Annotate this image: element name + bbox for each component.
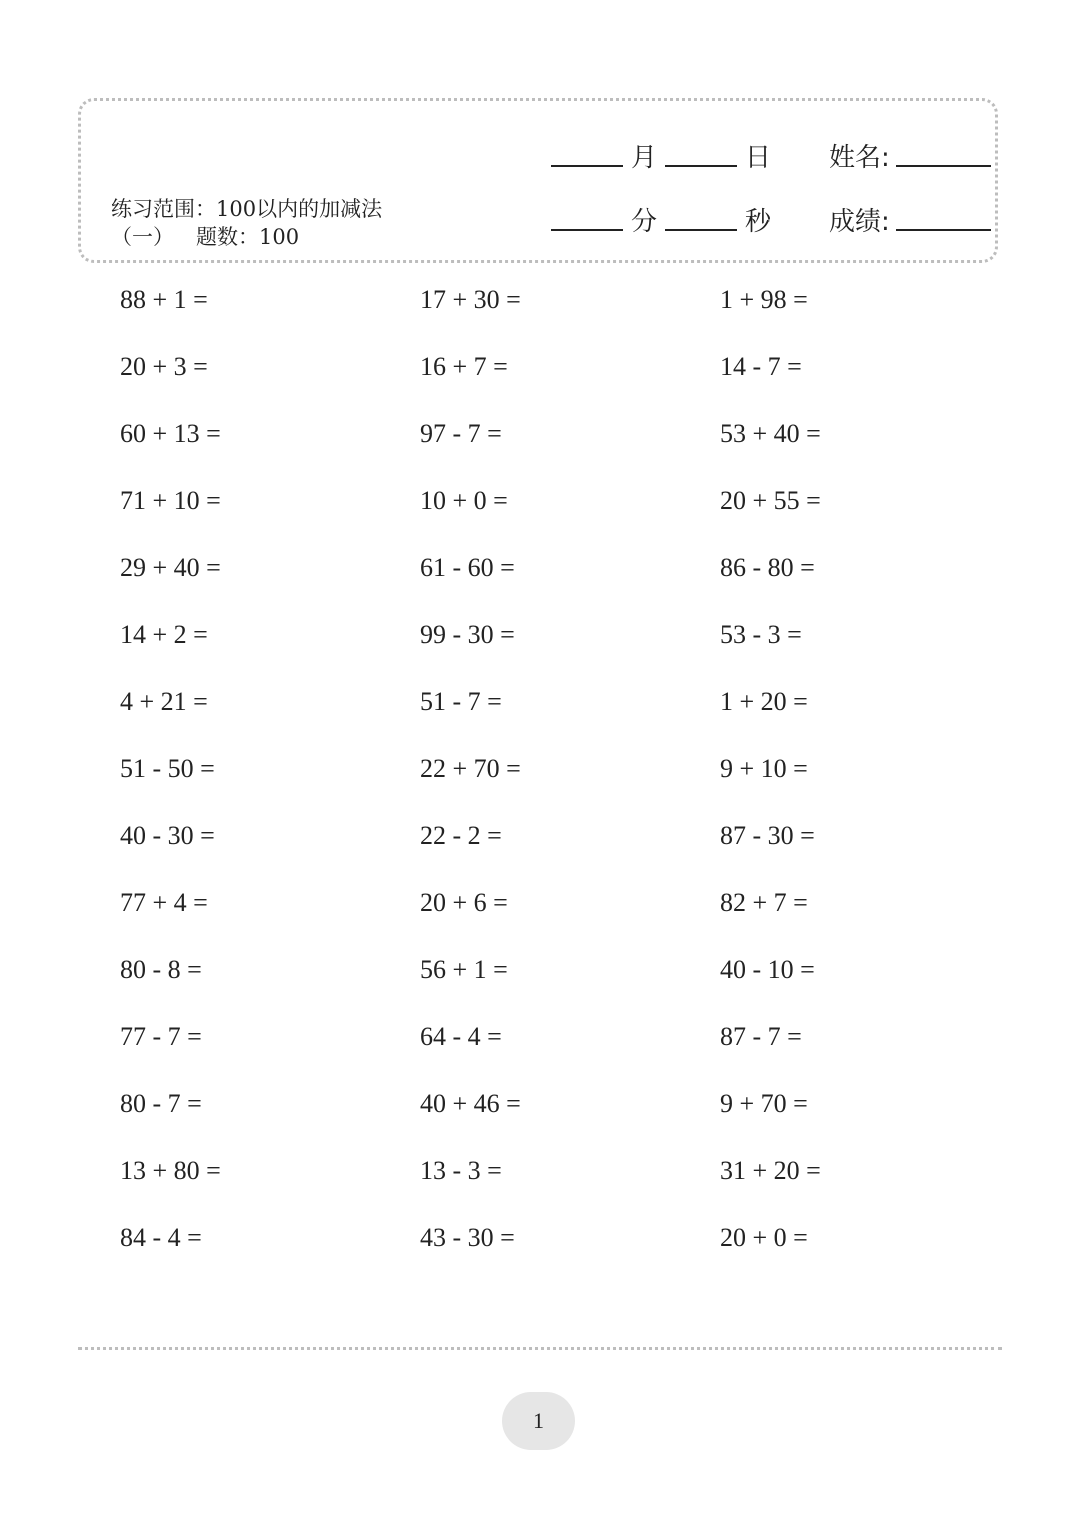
problem-row [120,952,1020,1019]
problem-row [120,1019,1020,1086]
math-problem: 77 + 4 = [120,888,208,917]
month-label: 月 [631,143,658,173]
math-problem: 56 + 1 = [420,955,508,984]
problem-row [120,349,1020,416]
math-problem: 40 - 30 = [120,821,215,850]
footer-divider [78,1347,1002,1350]
part-number: （一） [111,225,174,249]
math-problem: 29 + 40 = [120,553,221,582]
problem-row [120,751,1020,818]
math-problem: 71 + 10 = [120,486,221,515]
problem-row [120,818,1020,885]
math-problem: 86 - 80 = [720,553,815,582]
math-problem: 22 + 70 = [420,754,521,783]
name-label: 姓名: [829,143,890,173]
math-problem: 9 + 10 = [720,754,808,783]
minute-blank[interactable] [551,229,623,231]
problem-row [120,617,1020,684]
math-problem: 4 + 21 = [120,687,208,716]
math-problem: 13 + 80 = [120,1156,221,1185]
math-problem: 13 - 3 = [420,1156,502,1185]
score-label: 成绩: [829,207,890,237]
math-problem: 97 - 7 = [420,419,502,448]
problem-row [120,483,1020,550]
month-blank[interactable] [551,165,623,167]
math-problem: 40 - 10 = [720,955,815,984]
problem-row [120,416,1020,483]
math-problem: 88 + 1 = [120,285,208,314]
math-problem: 84 - 4 = [120,1223,202,1252]
math-problem: 61 - 60 = [420,553,515,582]
day-label: 日 [745,143,772,173]
math-problem: 20 + 0 = [720,1223,808,1252]
worksheet-header [78,98,998,263]
math-problem: 1 + 20 = [720,687,808,716]
name-blank[interactable] [896,165,991,167]
math-problem: 22 - 2 = [420,821,502,850]
math-problem: 20 + 55 = [720,486,821,515]
math-problem: 77 - 7 = [120,1022,202,1051]
math-problem: 82 + 7 = [720,888,808,917]
math-problem: 31 + 20 = [720,1156,821,1185]
math-problem: 20 + 6 = [420,888,508,917]
math-problem: 16 + 7 = [420,352,508,381]
problem-row [120,550,1020,617]
score-blank[interactable] [896,229,991,231]
math-problem: 9 + 70 = [720,1089,808,1118]
math-problem: 53 - 3 = [720,620,802,649]
problem-row [120,1153,1020,1220]
math-problem: 60 + 13 = [120,419,221,448]
math-problem: 20 + 3 = [120,352,208,381]
problem-row [120,1086,1020,1153]
minute-label: 分 [631,207,658,237]
math-problem: 10 + 0 = [420,486,508,515]
second-label: 秒 [745,207,772,237]
problem-row [120,1220,1020,1287]
math-problem: 87 - 30 = [720,821,815,850]
math-problem: 80 - 8 = [120,955,202,984]
math-problem: 80 - 7 = [120,1089,202,1118]
math-problem: 43 - 30 = [420,1223,515,1252]
problem-row [120,885,1020,952]
math-problem: 14 - 7 = [720,352,802,381]
math-problem: 17 + 30 = [420,285,521,314]
math-problem: 51 - 50 = [120,754,215,783]
math-problem: 53 + 40 = [720,419,821,448]
question-count: 题数：100 [196,225,300,249]
problem-grid [120,282,1020,1287]
math-problem: 14 + 2 = [120,620,208,649]
math-problem: 87 - 7 = [720,1022,802,1051]
time-score-row [551,197,991,237]
math-problem: 1 + 98 = [720,285,808,314]
day-blank[interactable] [665,165,737,167]
problem-row [120,282,1020,349]
math-problem: 64 - 4 = [420,1022,502,1051]
practice-range: 练习范围：100以内的加减法 [111,197,383,221]
date-name-row [551,133,991,173]
math-problem: 51 - 7 = [420,687,502,716]
math-problem: 99 - 30 = [420,620,515,649]
math-problem: 40 + 46 = [420,1089,521,1118]
question-count-line [111,221,299,251]
problem-row [120,684,1020,751]
second-blank[interactable] [665,229,737,231]
page-number-badge: 1 [502,1392,575,1450]
